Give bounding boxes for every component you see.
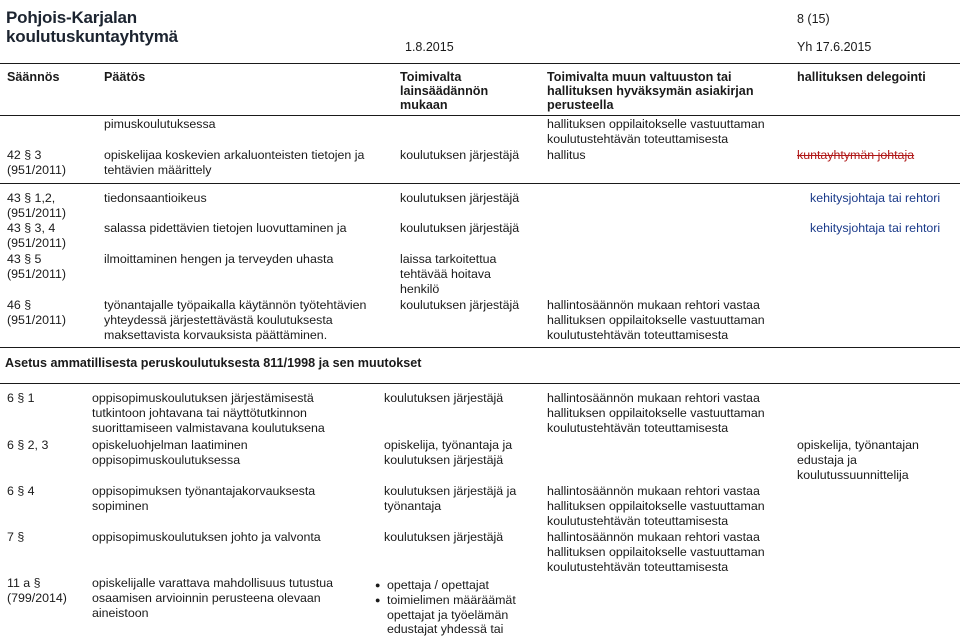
provision-ref: 6 § 2, 3 — [7, 438, 49, 452]
decision-text: pimuskoulutuksessa — [104, 117, 216, 131]
organization-logo — [6, 8, 178, 46]
logo-line-1: Pohjois-Karjalan — [6, 8, 137, 27]
decision-text: salassa pidettävien tietojen luovuttaminen ja — [104, 221, 347, 235]
col-header-delegointi: hallituksen delegointi — [797, 70, 926, 84]
authority-other: hallituksen oppilaitokselle vastuuttaman koulutustehtävän toteuttamisesta — [547, 117, 765, 146]
provision-ref: 6 § 1 — [7, 391, 35, 405]
decision-text: opiskelijaa koskevien arkaluonteisten tietojen ja tehtävien määrittely — [104, 148, 365, 177]
authority-law-list — [375, 578, 545, 637]
col-header-paatos: Päätös — [104, 70, 146, 84]
table-bottom-rule — [0, 347, 960, 348]
delegation-struck: kuntayhtymän johtaja — [797, 148, 915, 162]
authority-law: koulutuksen järjestäjä ja työnantaja — [384, 484, 517, 513]
provision-ref: 6 § 4 — [7, 484, 35, 498]
delegation-added: kehitysjohtaja tai rehtori — [810, 221, 941, 235]
provision-ref: 43 § 5 (951/2011) — [7, 252, 67, 281]
logo-line-2: koulutuskuntayhtymä — [6, 27, 178, 46]
authority-law: koulutuksen järjestäjä — [384, 530, 504, 544]
authority-law: koulutuksen järjestäjä — [400, 191, 520, 205]
provision-ref: 43 § 1,2, (951/2011) — [7, 191, 67, 220]
authority-law: koulutuksen järjestäjä — [384, 391, 504, 405]
list-item: ● opettaja / opettajat — [375, 578, 545, 593]
authority-law: laissa tarkoitettua tehtävää hoitava henkilö — [400, 252, 497, 296]
authority-other: hallintosäännön mukaan rehtori vastaa hallituksen oppilaitokselle vastuuttaman koulutustehtävän toteuttamisesta — [547, 298, 765, 342]
provision-ref: 43 § 3, 4 (951/2011) — [7, 221, 67, 250]
decision-text: oppisopimuskoulutuksen johto ja valvonta — [92, 530, 321, 544]
decision-text: oppisopimuksen työnantajakorvauksesta sopiminen — [92, 484, 316, 513]
provision-ref: 7 § — [7, 530, 25, 544]
table-top-rule — [0, 63, 960, 64]
provision-ref: 46 § (951/2011) — [7, 298, 67, 327]
list-item: ● toimielimen määräämät opettajat ja työelämän edustajat yhdessä tai — [375, 593, 545, 637]
delegation: opiskelija, työnantajan edustaja ja koulutussuunnittelija — [797, 438, 919, 482]
table-row — [104, 117, 216, 132]
decision-text: tiedonsaantioikeus — [104, 191, 207, 205]
provision-ref: 42 § 3 (951/2011) — [7, 148, 67, 177]
decision-text: oppisopimuskoulutuksen järjestämisestä tutkintoon johtavana tai näyttötutkinnon suorittamiseen valmistavana koulutuksena — [92, 391, 325, 435]
decision-text: ilmoittaminen hengen ja terveyden uhasta — [104, 252, 334, 266]
col-header-saannos: Säännös — [7, 70, 60, 84]
section-title: Asetus ammatillisesta peruskoulutuksesta 811/1998 ja sen muutokset — [5, 356, 422, 370]
delegation-added: kehitysjohtaja tai rehtori — [810, 191, 941, 205]
authority-other: hallintosäännön mukaan rehtori vastaa hallituksen oppilaitokselle vastuuttaman koulutustehtävän toteuttamisesta — [547, 530, 765, 574]
col-header-toimivalta-laki: Toimivalta lainsäädännön mukaan — [400, 70, 489, 112]
header-rule — [0, 115, 960, 116]
page-number: 8 (15) — [797, 12, 830, 26]
authority-law: koulutuksen järjestäjä — [400, 221, 520, 235]
row-rule — [0, 183, 960, 184]
authority-other: hallitus — [547, 148, 586, 162]
authority-law: koulutuksen järjestäjä — [400, 148, 520, 162]
decision-text: työnantajalle työpaikalla käytännön työtehtävien yhteydessä järjestettävästä koulutuksesta maksettavista korvauksista päättäminen. — [104, 298, 367, 342]
approval-date: Yh 17.6.2015 — [797, 40, 872, 54]
col-header-toimivalta-muu: Toimivalta muun valtuuston tai hallituksen hyväksymän asiakirjan perusteella — [547, 70, 754, 112]
provision-ref: 11 a § (799/2014) — [7, 576, 67, 605]
effective-date: 1.8.2015 — [405, 40, 454, 54]
authority-law: opiskelija, työnantaja ja koulutuksen järjestäjä — [384, 438, 513, 467]
authority-other: hallintosäännön mukaan rehtori vastaa hallituksen oppilaitokselle vastuuttaman koulutustehtävän toteuttamisesta — [547, 484, 765, 528]
decision-text: opiskeluohjelman laatiminen oppisopimuskoulutuksessa — [92, 438, 248, 467]
authority-law: koulutuksen järjestäjä — [400, 298, 520, 312]
decision-text: opiskelijalle varattava mahdollisuus tutustua osaamisen arvioinnin perusteena olevaan aineistoon — [92, 576, 334, 620]
table2-top-rule — [0, 383, 960, 384]
authority-other: hallintosäännön mukaan rehtori vastaa hallituksen oppilaitokselle vastuuttaman koulutustehtävän toteuttamisesta — [547, 391, 765, 435]
